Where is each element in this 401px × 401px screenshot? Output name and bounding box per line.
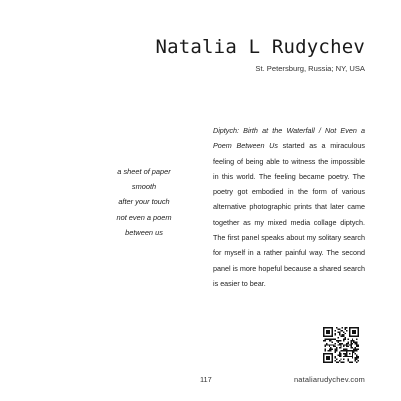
poem-line: smooth: [131, 182, 157, 192]
artist-location: St. Petersburg, Russia; NY, USA: [255, 64, 365, 73]
website-link[interactable]: nataliarudychev.com: [293, 375, 365, 384]
poem-line: a sheet of paper: [117, 167, 171, 176]
artist-name: Natalia L Rudychev: [155, 36, 365, 58]
poem-line: between us: [125, 227, 163, 237]
poem-line: after your touch: [118, 197, 170, 207]
artwork-title: Diptych: Birth at the Waterfall / Not Even a Poem Between Us: [213, 126, 365, 151]
statement-text: started as a miraculous feeling of being able to witness the impossible in this world. The feeling became poetry. The poetry got embodied in the form of various alternative photographic prints that later came together as my mixed media collage diptych. The first panel speaks about my solitary search for myself in a rather painful way. The second panel is more hopeful because a shared search is easier to bear.: [213, 141, 365, 288]
poem-line: not even a poem: [116, 212, 172, 222]
qr-code-icon[interactable]: [323, 327, 359, 363]
page-number: 117: [200, 375, 212, 384]
poem: [72, 164, 216, 240]
artist-statement: [213, 123, 365, 291]
